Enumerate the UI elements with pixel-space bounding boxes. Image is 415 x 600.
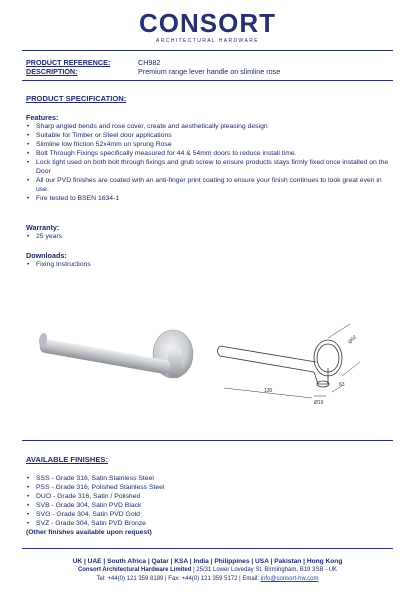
feature-item: • Lock tight used on both bolt through fixings and grub screw to ensure products stays firmly fixed once installed on the Door: [26, 158, 396, 176]
features-list: [26, 122, 396, 203]
brand-logo: [0, 10, 415, 44]
feature-item: • Slimline low friction 52x4mm un sprung Rose: [26, 140, 396, 149]
feature-item: • Sharp angled bends and rose cover, create and aesthetically pleasing design: [26, 122, 396, 131]
feature-item: • Fire tested to BSEN 1634-1: [26, 194, 396, 203]
brand-tagline: ARCHITECTURAL HARDWARE: [156, 38, 259, 44]
brand-name: CONSORT: [139, 8, 276, 38]
finish-item: • DUO - Grade 316, Satin / Polished: [26, 492, 326, 501]
warranty-item: • 25 years: [26, 232, 226, 241]
download-link-fixing-instructions[interactable]: • Fixing Instructions: [26, 260, 226, 269]
feature-item: • Suitable for Timber or Steel door applications: [26, 131, 396, 140]
finishes-rule: [22, 440, 393, 441]
finishes-heading: AVAILABLE FINISHES:: [26, 455, 108, 464]
product-photo: [30, 318, 200, 398]
finish-item: • PSS - Grade 316, Polished Stainless Steel: [26, 483, 326, 492]
downloads-list: [26, 260, 226, 269]
header-rule: [22, 50, 393, 51]
feature-item: • All our PVD finishes are coated with an anti-finger print coating to ensure your finish continues to look great even in use.: [26, 176, 396, 194]
finish-item: • SVG - Grade 304, Satin PVD Gold: [26, 510, 326, 519]
description-value: Premium range lever handle on slimline rose: [138, 67, 281, 76]
footer-contact: Tel: +44(0) 121 359 8189 | Fax: +44(0) 121 359 5172 | Email:: [96, 576, 261, 582]
features-label: Features:: [26, 113, 59, 122]
description-label: DESCRIPTION:: [26, 67, 78, 76]
dim-offset: 63: [339, 382, 345, 388]
section-rule: [22, 80, 393, 81]
dim-diameter: Ø52: [347, 334, 359, 346]
finish-item: • SVB - Grade 304, Satin PVD Black: [26, 501, 326, 510]
product-reference-label: PRODUCT REFERENCE:: [26, 58, 111, 67]
warranty-label: Warranty:: [26, 223, 60, 232]
spec-heading: PRODUCT SPECIFICATION:: [26, 94, 127, 103]
footer-company-line: [0, 567, 415, 573]
dim-bar: Ø19: [314, 400, 324, 406]
technical-drawing: [210, 318, 380, 408]
footer-countries: UK | UAE | South Africa | Qatar | KSA | India | Philippines | USA | Pakistan | Hong Kong: [72, 558, 343, 565]
footer-email-link[interactable]: info@consort-hw.com: [260, 576, 319, 582]
footer-contact-line: [0, 576, 415, 582]
finish-item: • SVZ - Grade 304, Satin PVD Bronze: [26, 519, 326, 528]
finishes-list: [26, 474, 326, 528]
finishes-note: (Other finishes available upon request): [26, 529, 152, 536]
finish-item: • SSS - Grade 316, Satin Stainless Steel: [26, 474, 326, 483]
product-reference-value: CH982: [138, 58, 161, 67]
footer-rule: [22, 548, 393, 549]
footer-company: Consort Architectural Hardware Limited: [77, 567, 192, 573]
downloads-label: Downloads:: [26, 251, 67, 260]
feature-item: • Bolt Through Fixings specifically measured for 44 & 54mm doors to reduce install time.: [26, 149, 396, 158]
dim-length: 130: [264, 388, 273, 394]
footer-address: | 25/31 Lower Loveday St, Birmingham, B19 3SB - UK: [193, 567, 338, 573]
warranty-list: [26, 232, 226, 241]
